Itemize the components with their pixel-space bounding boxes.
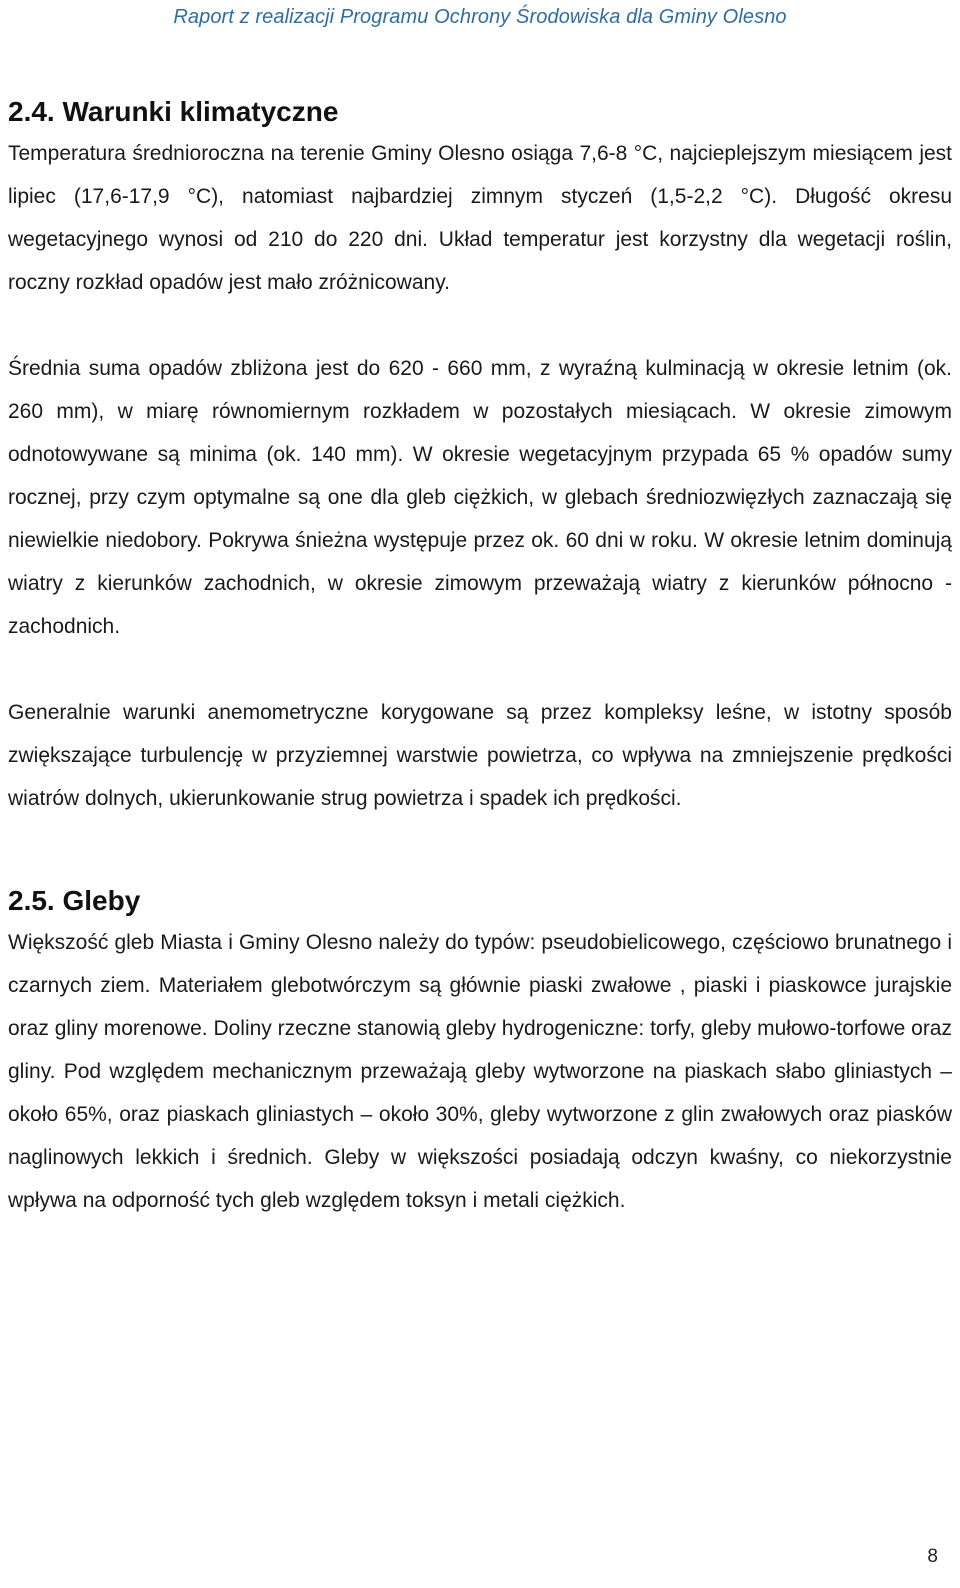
- page-content: [8, 92, 952, 1222]
- running-header: Raport z realizacji Programu Ochrony Środowiska dla Gminy Olesno: [173, 6, 787, 28]
- page-number: 8: [927, 1546, 938, 1567]
- paragraph-wind-conditions: Generalnie warunki anemometryczne korygowane są przez kompleksy leśne, w istotny sposób zwiększające turbulencję w przyziemnej warstwie powietrza, co wpływa na zmniejszenie prędkości wiatrów dolnych, ukierunkowanie strug powietrza i spadek ich prędkości.: [8, 701, 952, 810]
- section-heading-climate: 2.4. Warunki klimatyczne: [8, 96, 339, 127]
- paragraph-precipitation: Średnia suma opadów zbliżona jest do 620 - 660 mm, z wyraźną kulminacją w okresie letnim (ok. 260 mm), w miarę równomiernym rozkładem w pozostałych miesiącach. W okresie zimowym odnotowywane są minima (ok. 140 mm). W okresie wegetacyjnym przypada 65 % opadów sumy rocznej, przy czym optymalne są one dla gleb ciężkich, w glebach średniozwięzłych zaznaczają się niewielkie niedobory. Pokrywa śnieżna występuje przez ok. 60 dni w roku. W okresie letnim dominują wiatry z kierunków zachodnich, w okresie zimowym przeważają wiatry z kierunków północno - zachodnich.: [8, 357, 952, 638]
- paragraph-temperature: Temperatura średnioroczna na terenie Gminy Olesno osiąga 7,6-8 °C, najcieplejszym miesiącem jest lipiec (17,6-17,9 °C), natomiast najbardziej zimnym styczeń (1,5-2,2 °C). Długość okresu wegetacyjnego wynosi od 210 do 220 dni. Układ temperatur jest korzystny dla wegetacji roślin, roczny rozkład opadów jest mało zróżnicowany.: [8, 142, 952, 294]
- paragraph-soils: Większość gleb Miasta i Gminy Olesno należy do typów: pseudobielicowego, częściowo brunatnego i czarnych ziem. Materiałem glebotwórczym są głównie piaski zwałowe , piaski i piaskowce jurajskie oraz gliny morenowe. Doliny rzeczne stanowią gleby hydrogeniczne: torfy, gleby mułowo-torfowe oraz gliny. Pod względem mechanicznym przeważają gleby wytworzone na piaskach słabo gliniastych – około 65%, oraz piaskach gliniastych – około 30%, gleby wytworzone z glin zwałowych oraz piasków naglinowych lekkich i średnich. Gleby w większości posiadają odczyn kwaśny, co niekorzystnie wpływa na odporność tych gleb względem toksyn i metali ciężkich.: [8, 931, 952, 1212]
- section-heading-soils: 2.5. Gleby: [8, 885, 141, 916]
